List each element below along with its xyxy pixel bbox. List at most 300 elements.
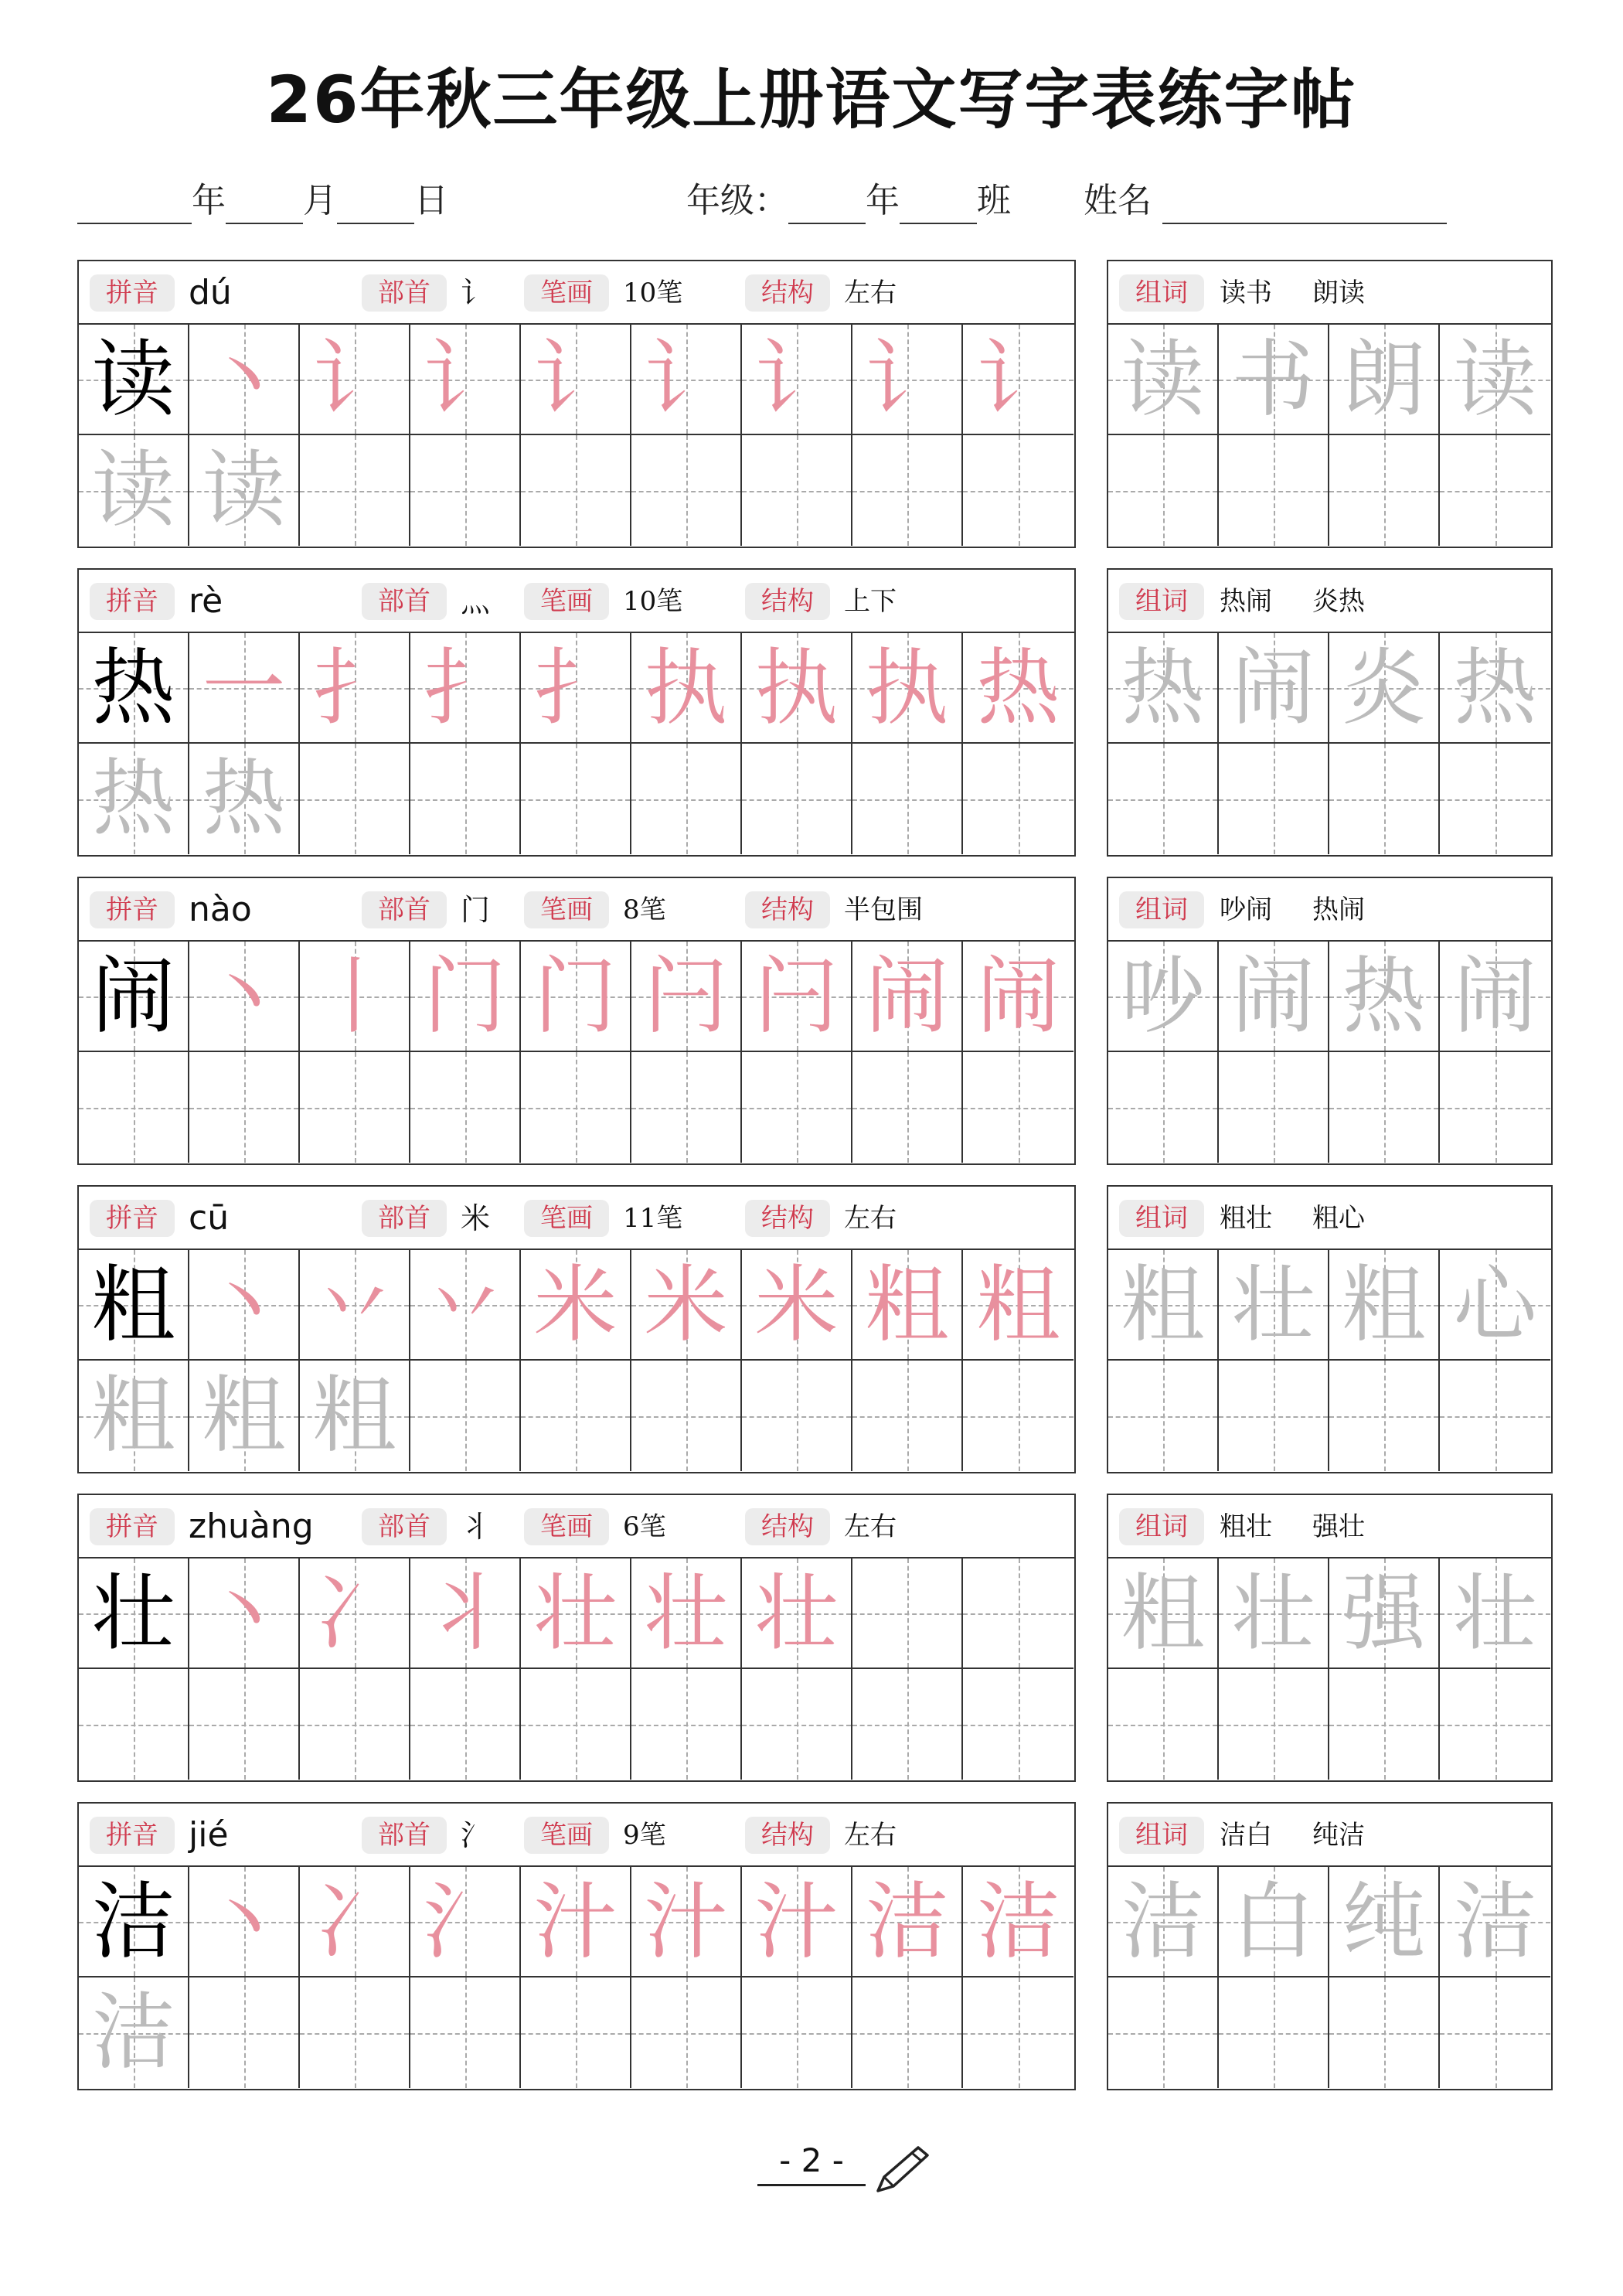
word-block — [1107, 260, 1553, 548]
grid-cell[interactable] — [631, 325, 742, 435]
stroke-order-step: 门 — [533, 949, 618, 1045]
grid-cell[interactable] — [79, 1558, 189, 1669]
word-header — [1108, 570, 1551, 633]
grid-cell[interactable] — [1329, 435, 1440, 546]
grid-cell[interactable] — [79, 1361, 189, 1471]
stroke-order-step: 壮 — [754, 1565, 839, 1662]
word-1: 吵闹 — [1220, 894, 1272, 925]
grid-cell[interactable] — [631, 744, 742, 854]
stroke-order-step: 丶 — [202, 949, 286, 1045]
grid-cell[interactable] — [1440, 1250, 1550, 1361]
grid-cell[interactable] — [1440, 633, 1550, 744]
word-1: 粗壮 — [1220, 1511, 1272, 1542]
grid-cell[interactable] — [852, 325, 963, 435]
strokes-tag: 笔画 — [524, 891, 609, 928]
grid-cell[interactable] — [963, 942, 1073, 1052]
word-2: 纯洁 — [1312, 1820, 1365, 1851]
grid-cell[interactable] — [742, 1669, 852, 1780]
grid-cell[interactable] — [852, 1250, 963, 1361]
grid-cell[interactable] — [1219, 1669, 1329, 1780]
grid-cell[interactable] — [742, 1052, 852, 1163]
grid-cell[interactable] — [1219, 325, 1329, 435]
grid-cell[interactable] — [852, 435, 963, 546]
word-trace-character: 吵 — [1121, 949, 1205, 1045]
stroke-order-step: 丬 — [423, 1565, 507, 1662]
grid-cell[interactable] — [410, 325, 521, 435]
word-block — [1107, 1802, 1553, 2090]
words-tag: 组词 — [1119, 274, 1204, 312]
grid-cell[interactable] — [1108, 325, 1219, 435]
grid-cell[interactable] — [1440, 1867, 1550, 1977]
grid-cell[interactable] — [742, 1250, 852, 1361]
name-label: 姓名 — [1084, 181, 1152, 220]
grade-year-label: 年 — [866, 181, 900, 220]
grid-cell[interactable] — [1219, 435, 1329, 546]
radical-value: 氵 — [461, 1818, 491, 1852]
month-blank[interactable] — [226, 184, 303, 224]
word-trace-character: 粗 — [1121, 1257, 1205, 1354]
stroke-order-step: 米 — [644, 1257, 728, 1354]
character-block — [77, 1802, 1076, 2090]
word-trace-character: 壮 — [1453, 1565, 1537, 1662]
grid-cell[interactable] — [410, 1558, 521, 1669]
radical-value: 米 — [461, 1201, 491, 1235]
grid-cell[interactable] — [963, 1867, 1073, 1977]
grid-cell[interactable] — [1219, 1977, 1329, 2088]
grid-cell[interactable] — [742, 1361, 852, 1471]
grid-cell[interactable] — [1108, 744, 1219, 854]
grid-cell[interactable] — [852, 942, 963, 1052]
radical-tag: 部首 — [362, 1200, 447, 1237]
word-header — [1108, 1187, 1551, 1250]
word-header — [1108, 878, 1551, 942]
grid-cell[interactable] — [410, 744, 521, 854]
grid-cell[interactable] — [300, 633, 410, 744]
grid-cell[interactable] — [1329, 325, 1440, 435]
stroke-order-step: 汁 — [754, 1874, 839, 1971]
stroke-order-step: 讠 — [312, 332, 396, 428]
grid-cell[interactable] — [79, 942, 189, 1052]
grid-cell[interactable] — [963, 633, 1073, 744]
word-header — [1108, 261, 1551, 325]
grid-cell[interactable] — [742, 744, 852, 854]
grid-cell[interactable] — [742, 942, 852, 1052]
strokes-tag: 笔画 — [524, 1508, 609, 1545]
grid-cell[interactable] — [1329, 1250, 1440, 1361]
radical-tag: 部首 — [362, 274, 447, 312]
word-2: 强壮 — [1312, 1511, 1365, 1542]
pinyin-tag: 拼音 — [90, 583, 175, 620]
word-trace-character: 强 — [1342, 1565, 1426, 1662]
grid-cell[interactable] — [79, 1977, 189, 2088]
structure-value: 半包围 — [844, 894, 923, 925]
pen-icon — [872, 2143, 934, 2197]
model-character: 粗 — [91, 1257, 175, 1354]
word-trace-character: 粗 — [1342, 1257, 1426, 1354]
grid-cell[interactable] — [631, 633, 742, 744]
grid-cell[interactable] — [631, 942, 742, 1052]
stroke-order-step: 闩 — [644, 949, 728, 1045]
grid-cell[interactable] — [410, 1669, 521, 1780]
stroke-order-step: 丷 — [423, 1257, 507, 1354]
grid-cell[interactable] — [1329, 1558, 1440, 1669]
grid-cell[interactable] — [852, 744, 963, 854]
words-tag: 组词 — [1119, 1200, 1204, 1237]
pinyin-tag: 拼音 — [90, 274, 175, 312]
strokes-tag: 笔画 — [524, 583, 609, 620]
pinyin-tag: 拼音 — [90, 1508, 175, 1545]
grid-cell[interactable] — [963, 1977, 1073, 2088]
name-line — [1084, 178, 1447, 224]
grid-cell[interactable] — [521, 1361, 631, 1471]
year-label: 年 — [192, 181, 226, 220]
grid-cell[interactable] — [1440, 1052, 1550, 1163]
pinyin-tag: 拼音 — [90, 1200, 175, 1237]
grid-cell[interactable] — [410, 1867, 521, 1977]
words-tag: 组词 — [1119, 1817, 1204, 1854]
stroke-order-step: 冫 — [312, 1874, 396, 1971]
grid-cell[interactable] — [189, 1558, 300, 1669]
grid-cell[interactable] — [852, 1361, 963, 1471]
grid-cell[interactable] — [521, 1977, 631, 2088]
stroke-order-step: 汁 — [644, 1874, 728, 1971]
character-info-header — [79, 878, 1074, 942]
grid-cell[interactable] — [1219, 744, 1329, 854]
grid-cell[interactable] — [1219, 1052, 1329, 1163]
word-trace-character: 壮 — [1231, 1565, 1315, 1662]
grid-cell[interactable] — [410, 633, 521, 744]
grid-cell[interactable] — [189, 435, 300, 546]
grid-cell[interactable] — [300, 1052, 410, 1163]
strokes-value: 6笔 — [623, 1511, 666, 1542]
stroke-order-step: 米 — [754, 1257, 839, 1354]
grid-cell[interactable] — [521, 1669, 631, 1780]
grid-cell[interactable] — [1329, 1669, 1440, 1780]
structure-value: 上下 — [844, 586, 897, 617]
grid-cell[interactable] — [963, 744, 1073, 854]
model-character: 读 — [91, 332, 175, 428]
grid-cell[interactable] — [742, 1558, 852, 1669]
grid-cell[interactable] — [189, 325, 300, 435]
grid-cell[interactable] — [963, 1669, 1073, 1780]
structure-tag: 结构 — [745, 583, 830, 620]
word-2: 炎热 — [1312, 586, 1365, 617]
grid-cell[interactable] — [742, 633, 852, 744]
grid-cell[interactable] — [1329, 744, 1440, 854]
radical-tag: 部首 — [362, 1817, 447, 1854]
pinyin-value: zhuàng — [189, 1507, 314, 1546]
grid-cell[interactable] — [631, 1669, 742, 1780]
grid-cell[interactable] — [742, 325, 852, 435]
grid-cell[interactable] — [1440, 435, 1550, 546]
grid-cell[interactable] — [1108, 1558, 1219, 1669]
grid-cell[interactable] — [1108, 435, 1219, 546]
grid-cell[interactable] — [1108, 1867, 1219, 1977]
grid-cell[interactable] — [1329, 1867, 1440, 1977]
stroke-order-step: 冫 — [312, 1565, 396, 1662]
grid-cell[interactable] — [1219, 1558, 1329, 1669]
trace-character: 粗 — [312, 1368, 396, 1464]
grid-cell[interactable] — [300, 325, 410, 435]
grid-cell[interactable] — [1440, 325, 1550, 435]
grid-cell[interactable] — [1219, 1361, 1329, 1471]
grid-cell[interactable] — [631, 1558, 742, 1669]
grid-cell[interactable] — [189, 1977, 300, 2088]
grid-cell[interactable] — [963, 325, 1073, 435]
name-blank[interactable] — [1162, 184, 1447, 224]
class-label: 班 — [977, 181, 1011, 220]
structure-tag: 结构 — [745, 1200, 830, 1237]
stroke-order-step: 讠 — [976, 332, 1060, 428]
grid-cell[interactable] — [742, 435, 852, 546]
stroke-order-step: 壮 — [644, 1565, 728, 1662]
stroke-order-step: 粗 — [865, 1257, 949, 1354]
stroke-order-step: 丶 — [202, 1257, 286, 1354]
model-character: 洁 — [91, 1874, 175, 1971]
grid-cell[interactable] — [1219, 942, 1329, 1052]
grid-cell[interactable] — [1219, 1250, 1329, 1361]
year-blank[interactable] — [77, 184, 192, 224]
words-tag: 组词 — [1119, 1508, 1204, 1545]
stroke-order-step: 丶 — [202, 332, 286, 428]
grid-cell[interactable] — [742, 1977, 852, 2088]
grid-cell[interactable] — [1108, 942, 1219, 1052]
grid-cell[interactable] — [1329, 1052, 1440, 1163]
grid-cell[interactable] — [189, 942, 300, 1052]
word-trace-character: 炎 — [1342, 640, 1426, 737]
word-trace-character: 粗 — [1121, 1565, 1205, 1662]
grid-cell[interactable] — [300, 1558, 410, 1669]
word-block — [1107, 568, 1553, 857]
grid-cell[interactable] — [852, 633, 963, 744]
grid-cell[interactable] — [631, 1977, 742, 2088]
grid-cell[interactable] — [1440, 744, 1550, 854]
radical-value: 讠 — [461, 276, 491, 310]
model-character: 闹 — [91, 949, 175, 1045]
grid-cell[interactable] — [410, 1977, 521, 2088]
grid-cell[interactable] — [1219, 1867, 1329, 1977]
word-block — [1107, 1185, 1553, 1473]
grid-cell[interactable] — [521, 1867, 631, 1977]
grid-cell[interactable] — [1440, 942, 1550, 1052]
page-title: 26年秋三年级上册语文写字表练字帖 — [266, 62, 1357, 138]
stroke-order-step: 洁 — [976, 1874, 1060, 1971]
word-trace-character: 纯 — [1342, 1874, 1426, 1971]
grid-cell[interactable] — [521, 942, 631, 1052]
word-trace-character: 心 — [1453, 1257, 1537, 1354]
grid-cell[interactable] — [1329, 1361, 1440, 1471]
stroke-order-step: 讠 — [533, 332, 618, 428]
grid-cell[interactable] — [300, 744, 410, 854]
grid-cell[interactable] — [189, 1250, 300, 1361]
grid-cell[interactable] — [1329, 942, 1440, 1052]
grid-cell[interactable] — [852, 1052, 963, 1163]
grid-cell[interactable] — [1219, 633, 1329, 744]
grid-cell[interactable] — [521, 1052, 631, 1163]
grid-cell[interactable] — [852, 1669, 963, 1780]
grid-cell[interactable] — [1329, 633, 1440, 744]
stroke-order-step: 米 — [533, 1257, 618, 1354]
character-block — [77, 1185, 1076, 1473]
radical-value: 丬 — [461, 1510, 491, 1544]
character-info-header — [79, 1187, 1074, 1250]
grid-cell[interactable] — [521, 435, 631, 546]
word-trace-character: 热 — [1453, 640, 1537, 737]
stroke-order-step: 执 — [865, 640, 949, 737]
grid-cell[interactable] — [963, 1052, 1073, 1163]
grid-cell[interactable] — [300, 1867, 410, 1977]
grid-cell[interactable] — [300, 1361, 410, 1471]
grid-cell[interactable] — [189, 744, 300, 854]
grid-cell[interactable] — [410, 1250, 521, 1361]
grid-cell[interactable] — [1440, 1558, 1550, 1669]
trace-character: 热 — [202, 751, 286, 847]
grid-cell[interactable] — [631, 1250, 742, 1361]
grid-cell[interactable] — [631, 1867, 742, 1977]
class-blank[interactable] — [900, 184, 977, 224]
word-1: 粗壮 — [1220, 1203, 1272, 1234]
structure-tag: 结构 — [745, 1817, 830, 1854]
grid-cell[interactable] — [79, 435, 189, 546]
grid-cell[interactable] — [521, 744, 631, 854]
grid-cell[interactable] — [79, 744, 189, 854]
grade-blank[interactable] — [788, 184, 866, 224]
grid-cell[interactable] — [1108, 1361, 1219, 1471]
grid-cell[interactable] — [1440, 1977, 1550, 2088]
stroke-order-step: 闹 — [976, 949, 1060, 1045]
grid-cell[interactable] — [410, 1361, 521, 1471]
stroke-order-step: 粗 — [976, 1257, 1060, 1354]
grid-cell[interactable] — [79, 1052, 189, 1163]
trace-character: 热 — [91, 751, 175, 847]
pinyin-value: jié — [189, 1815, 229, 1855]
pinyin-value: rè — [189, 581, 223, 621]
structure-tag: 结构 — [745, 1508, 830, 1545]
grid-cell[interactable] — [742, 1867, 852, 1977]
grid-cell[interactable] — [410, 942, 521, 1052]
date-line — [77, 178, 448, 224]
grid-cell[interactable] — [1440, 1669, 1550, 1780]
grid-cell[interactable] — [963, 435, 1073, 546]
grid-cell[interactable] — [521, 1558, 631, 1669]
grid-cell[interactable] — [963, 1361, 1073, 1471]
word-trace-character: 闹 — [1231, 640, 1315, 737]
grid-cell[interactable] — [189, 1669, 300, 1780]
grid-cell[interactable] — [1108, 633, 1219, 744]
page-number: - 2 - — [757, 2141, 866, 2186]
strokes-tag: 笔画 — [524, 274, 609, 312]
pinyin-value: dú — [189, 273, 232, 312]
stroke-order-step: 扌 — [312, 640, 396, 737]
stroke-order-step: 扌 — [533, 640, 618, 737]
grid-cell[interactable] — [1108, 1669, 1219, 1780]
grid-cell[interactable] — [631, 435, 742, 546]
day-blank[interactable] — [337, 184, 414, 224]
radical-tag: 部首 — [362, 891, 447, 928]
stroke-order-step: 丷 — [312, 1257, 396, 1354]
grid-cell[interactable] — [79, 325, 189, 435]
grid-cell[interactable] — [1440, 1361, 1550, 1471]
grid-cell[interactable] — [963, 1558, 1073, 1669]
grid-cell[interactable] — [521, 633, 631, 744]
grid-cell[interactable] — [631, 1052, 742, 1163]
model-character: 热 — [91, 640, 175, 737]
word-trace-character: 读 — [1453, 332, 1537, 428]
pinyin-tag: 拼音 — [90, 1817, 175, 1854]
grid-cell[interactable] — [189, 1052, 300, 1163]
stroke-order-step: 闹 — [865, 949, 949, 1045]
stroke-order-step: 讠 — [423, 332, 507, 428]
character-info-header — [79, 1804, 1074, 1867]
character-block — [77, 568, 1076, 857]
radical-value: 灬 — [461, 584, 491, 618]
grid-cell[interactable] — [410, 435, 521, 546]
grid-cell[interactable] — [189, 1361, 300, 1471]
grade-line — [686, 178, 1011, 224]
pinyin-value: cū — [189, 1198, 230, 1238]
stroke-order-step: 热 — [976, 640, 1060, 737]
month-label: 月 — [303, 181, 337, 220]
stroke-order-step: 闩 — [754, 949, 839, 1045]
stroke-order-step: 壮 — [533, 1565, 618, 1662]
strokes-value: 8笔 — [623, 894, 666, 925]
strokes-value: 9笔 — [623, 1820, 666, 1851]
trace-character: 粗 — [91, 1368, 175, 1464]
grid-cell[interactable] — [852, 1977, 963, 2088]
radical-value: 门 — [461, 893, 491, 927]
character-block — [77, 260, 1076, 548]
grid-cell[interactable] — [1108, 1052, 1219, 1163]
stroke-order-step: 一 — [202, 640, 286, 737]
grid-cell[interactable] — [521, 1250, 631, 1361]
grid-cell[interactable] — [631, 1361, 742, 1471]
character-block — [77, 877, 1076, 1165]
grid-cell[interactable] — [300, 435, 410, 546]
grid-cell[interactable] — [79, 1250, 189, 1361]
stroke-order-step: 丨 — [312, 949, 396, 1045]
grid-cell[interactable] — [300, 1977, 410, 2088]
stroke-order-step: 洁 — [865, 1874, 949, 1971]
grid-cell[interactable] — [79, 633, 189, 744]
strokes-value: 10笔 — [623, 278, 683, 308]
grid-cell[interactable] — [852, 1867, 963, 1977]
word-trace-character: 洁 — [1453, 1874, 1537, 1971]
stroke-order-step: 执 — [644, 640, 728, 737]
grid-cell[interactable] — [1329, 1977, 1440, 2088]
grid-cell[interactable] — [410, 1052, 521, 1163]
grid-cell[interactable] — [300, 942, 410, 1052]
grid-cell[interactable] — [79, 1867, 189, 1977]
strokes-value: 11笔 — [623, 1203, 683, 1234]
structure-tag: 结构 — [745, 274, 830, 312]
grid-cell[interactable] — [300, 1250, 410, 1361]
character-info-header — [79, 261, 1074, 325]
grid-cell[interactable] — [963, 1250, 1073, 1361]
grid-cell[interactable] — [189, 1867, 300, 1977]
page-footer — [0, 2141, 1623, 2186]
grid-cell[interactable] — [1108, 1250, 1219, 1361]
grid-cell[interactable] — [189, 633, 300, 744]
word-trace-character: 读 — [1121, 332, 1205, 428]
stroke-order-step: 讠 — [754, 332, 839, 428]
grid-cell[interactable] — [852, 1558, 963, 1669]
radical-tag: 部首 — [362, 583, 447, 620]
grid-cell[interactable] — [521, 325, 631, 435]
grid-cell[interactable] — [1108, 1977, 1219, 2088]
grid-cell[interactable] — [300, 1669, 410, 1780]
stroke-order-step: 丶 — [202, 1565, 286, 1662]
grid-cell[interactable] — [79, 1669, 189, 1780]
